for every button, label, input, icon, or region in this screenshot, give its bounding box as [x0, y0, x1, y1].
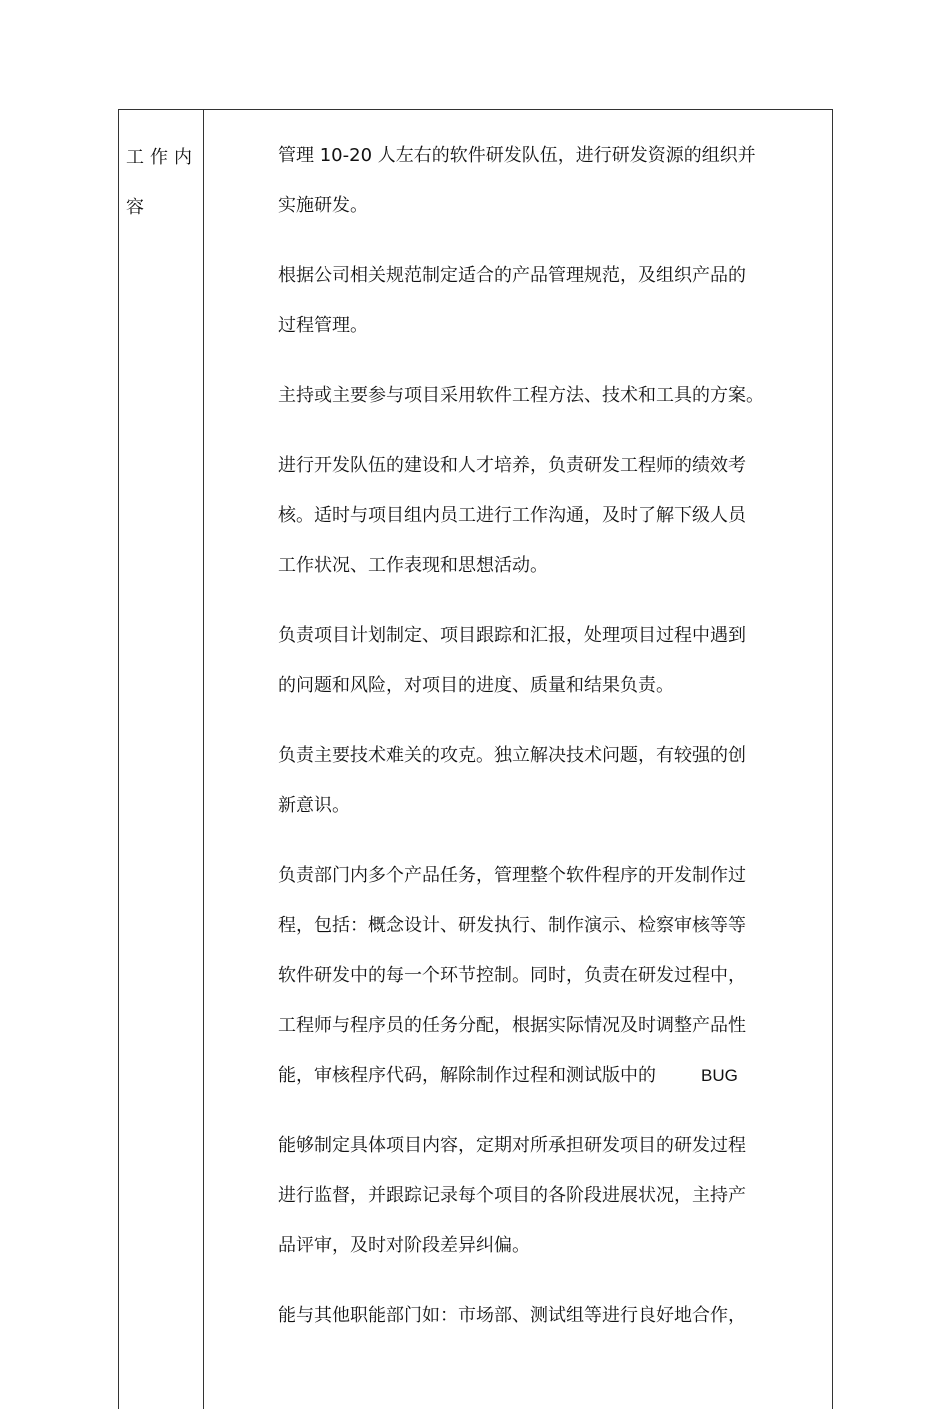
row-label: 工作内容	[126, 147, 198, 218]
text-fragment: 能，审核程序代码，解除制作过程和测试版中的	[278, 1065, 656, 1086]
text-line: 负责部门内多个产品任务，管理整个软件程序的开发制作过	[278, 865, 746, 886]
duty-paragraph-5	[278, 611, 783, 711]
duty-paragraph-7	[278, 851, 783, 1101]
text-line: 核。适时与项目组内员工进行工作沟通，及时了解下级人员	[278, 505, 746, 526]
text-line: 工作状况、工作表现和思想活动。	[278, 555, 548, 576]
text-line: 新意识。	[278, 795, 350, 816]
text-line-with-bug	[278, 1051, 783, 1101]
text-line: 能够制定具体项目内容，定期对所承担研发项目的研发过程	[278, 1135, 746, 1156]
duty-paragraph-2	[278, 251, 783, 351]
column-divider	[203, 109, 204, 1409]
duty-paragraph-8	[278, 1121, 783, 1271]
text-line: 管理 10-20 人左右的软件研发队伍，进行研发资源的组织并	[278, 145, 756, 166]
text-line: 根据公司相关规范制定适合的产品管理规范，及组织产品的	[278, 265, 746, 286]
duty-paragraph-9	[278, 1291, 783, 1341]
text-line: 进行开发队伍的建设和人才培养，负责研发工程师的绩效考	[278, 455, 746, 476]
duty-paragraph-6	[278, 731, 783, 831]
duty-paragraph-4	[278, 441, 783, 591]
bug-term: BUG	[701, 1066, 738, 1085]
text-line: 进行监督，并跟踪记录每个项目的各阶段进展状况，主持产	[278, 1185, 746, 1206]
text-line: 软件研发中的每一个环节控制。同时，负责在研发过程中，	[278, 965, 746, 986]
text-line: 负责项目计划制定、项目跟踪和汇报，处理项目过程中遇到	[278, 625, 746, 646]
duty-paragraph-1	[278, 131, 783, 231]
text-line: 品评审，及时对阶段差异纠偏。	[278, 1235, 530, 1256]
text-line: 能与其他职能部门如：市场部、测试组等进行良好地合作，	[278, 1305, 746, 1326]
text-line: 程，包括：概念设计、研发执行、制作演示、检察审核等等	[278, 915, 746, 936]
text-line: 实施研发。	[278, 195, 368, 216]
text-line: 工程师与程序员的任务分配，根据实际情况及时调整产品性	[278, 1015, 746, 1036]
text-line: 主持或主要参与项目采用软件工程方法、技术和工具的方案。	[278, 385, 764, 406]
text-line: 过程管理。	[278, 315, 368, 336]
text-line: 负责主要技术难关的攻克。独立解决技术问题，有较强的创	[278, 745, 746, 766]
text-line: 的问题和风险，对项目的进度、质量和结果负责。	[278, 675, 674, 696]
duty-paragraph-3	[278, 371, 783, 421]
content-cell	[278, 131, 783, 1361]
